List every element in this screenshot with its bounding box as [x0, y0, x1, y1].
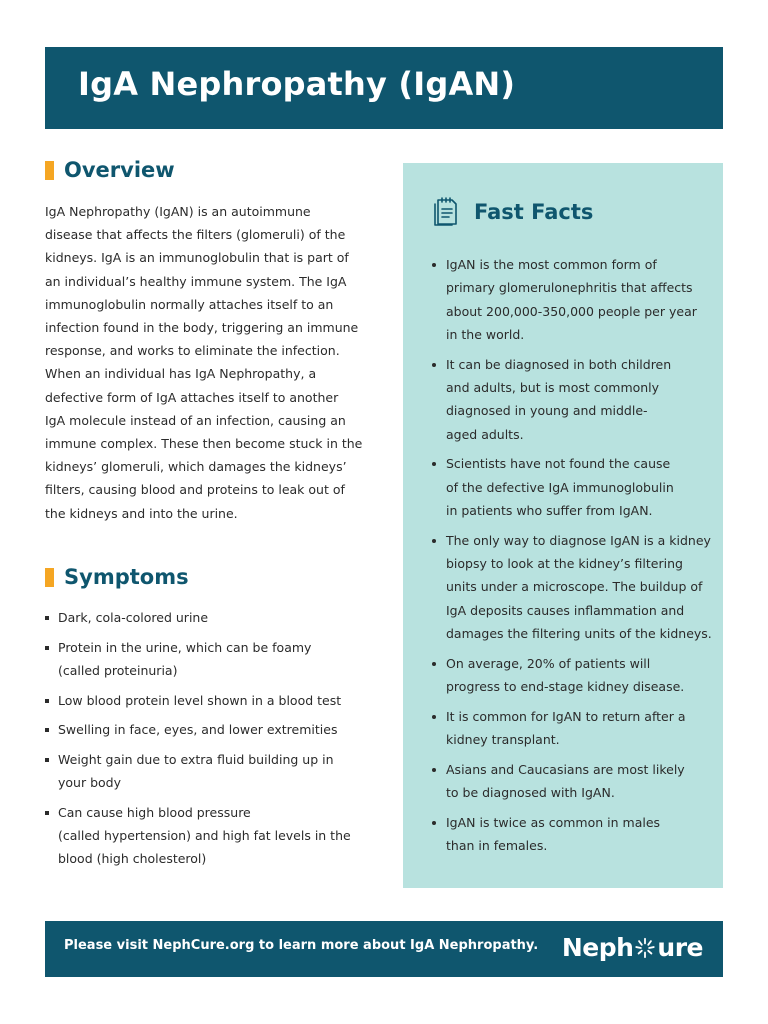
- overview-line: IgA molecule instead of an infection, causing an: [45, 412, 346, 428]
- fact-line: than in females.: [446, 838, 548, 854]
- fact-line: It is common for IgAN to return after a: [446, 708, 686, 724]
- fast-facts-heading: [430, 196, 593, 228]
- fact-line: IgA deposits causes inflammation and: [446, 602, 685, 618]
- logo-text-left: Neph: [561, 933, 634, 962]
- overview-line: IgA Nephropathy (IgAN) is an autoimmune: [45, 204, 311, 219]
- fact-line: of the defective IgA immunoglobulin: [446, 479, 674, 495]
- fact-line: Scientists have not found the cause: [446, 456, 671, 472]
- overview-line: disease that affects the filters (glomeruli) of the: [45, 227, 346, 243]
- overview-line: defective form of IgA attaches itself to another: [45, 389, 339, 405]
- title-banner: [45, 47, 723, 129]
- symptom-item: [45, 636, 375, 682]
- symptoms-heading: [45, 565, 189, 589]
- starburst-logo-icon: [634, 937, 656, 959]
- heading-accent-bar: [45, 568, 54, 587]
- fact-item: [432, 452, 717, 522]
- symptoms-title: Symptoms: [64, 565, 189, 589]
- fact-line: units under a microscope. The buildup of: [446, 579, 703, 595]
- symptom-line: Dark, cola-colored urine: [58, 610, 209, 625]
- overview-line: response, and works to eliminate the infection.: [45, 343, 340, 359]
- heading-accent-bar: [45, 161, 54, 180]
- overview-line: filters, causing blood and proteins to leak out of: [45, 482, 345, 498]
- fact-item: [432, 811, 717, 858]
- symptom-line: (called proteinuria): [58, 662, 178, 678]
- symptom-line: Can cause high blood pressure: [58, 804, 251, 820]
- overview-paragraph: [45, 200, 375, 525]
- fact-line: IgAN is twice as common in males: [446, 815, 661, 831]
- symptom-item: [45, 801, 375, 871]
- notes-icon: [430, 196, 462, 228]
- fact-line: aged adults.: [446, 426, 524, 442]
- logo-text-right: ure: [657, 933, 703, 962]
- fact-line: On average, 20% of patients will: [446, 655, 651, 671]
- fact-line: primary glomerulonephritis that affects: [446, 280, 693, 296]
- fact-line: progress to end-stage kidney disease.: [446, 679, 685, 695]
- symptom-item: [45, 748, 375, 794]
- fact-item: [432, 253, 717, 346]
- fact-item: [432, 758, 717, 805]
- footer-banner: [45, 921, 723, 977]
- symptom-item: [45, 606, 375, 629]
- symptom-line: Swelling in face, eyes, and lower extremities: [58, 722, 338, 738]
- fact-line: in the world.: [446, 326, 525, 342]
- symptom-line: Weight gain due to extra fluid building up in: [58, 752, 334, 768]
- fact-line: in patients who suffer from IgAN.: [446, 502, 653, 518]
- nephcure-logo: [562, 933, 703, 962]
- fact-line: damages the filtering units of the kidneys.: [446, 625, 712, 641]
- fact-line: to be diagnosed with IgAN.: [446, 785, 615, 801]
- symptom-item: [45, 718, 375, 741]
- overview-line: immunoglobulin normally attaches itself to an: [45, 296, 334, 312]
- overview-line: immune complex. These then become stuck in the: [45, 436, 363, 452]
- symptom-line: your body: [58, 775, 121, 791]
- symptom-line: blood (high cholesterol): [58, 851, 207, 867]
- overview-line: infection found in the body, triggering an immune: [45, 320, 359, 336]
- footer-link-text[interactable]: Please visit NephCure.org to learn more about IgA Nephropathy.: [64, 938, 539, 953]
- fact-item: [432, 353, 717, 446]
- fact-line: biopsy to look at the kidney’s filtering: [446, 556, 683, 572]
- overview-line: When an individual has IgA Nephropathy, a: [45, 366, 317, 382]
- symptom-item: [45, 689, 375, 712]
- overview-title: Overview: [64, 158, 175, 182]
- overview-heading: [45, 158, 175, 182]
- fact-line: The only way to diagnose IgAN is a kidney: [446, 532, 711, 548]
- fact-line: IgAN is the most common form of: [446, 257, 657, 272]
- symptom-line: Low blood protein level shown in a blood test: [58, 692, 342, 708]
- symptom-line: Protein in the urine, which can be foamy: [58, 639, 312, 655]
- fact-line: Asians and Caucasians are most likely: [446, 761, 685, 777]
- symptom-line: (called hypertension) and high fat levels in the: [58, 828, 351, 844]
- fact-item: [432, 705, 717, 752]
- fact-line: kidney transplant.: [446, 732, 560, 748]
- overview-line: an individual’s healthy immune system. The IgA: [45, 273, 347, 289]
- fast-facts-list: [432, 253, 717, 864]
- symptoms-list: [45, 606, 375, 877]
- fact-line: and adults, but is most commonly: [446, 379, 660, 395]
- fact-line: about 200,000-350,000 people per year: [446, 303, 697, 319]
- page-title: IgA Nephropathy (IgAN): [78, 65, 516, 103]
- fact-item: [432, 652, 717, 699]
- fact-line: It can be diagnosed in both children: [446, 356, 672, 372]
- overview-line: the kidneys and into the urine.: [45, 505, 238, 521]
- fact-line: diagnosed in young and middle-: [446, 403, 648, 419]
- fast-facts-title: Fast Facts: [474, 200, 594, 224]
- overview-line: kidneys’ glomeruli, which damages the kidneys’: [45, 459, 347, 475]
- fact-item: [432, 529, 717, 645]
- overview-line: kidneys. IgA is an immunoglobulin that is part of: [45, 250, 349, 266]
- fast-facts-panel: [403, 163, 723, 888]
